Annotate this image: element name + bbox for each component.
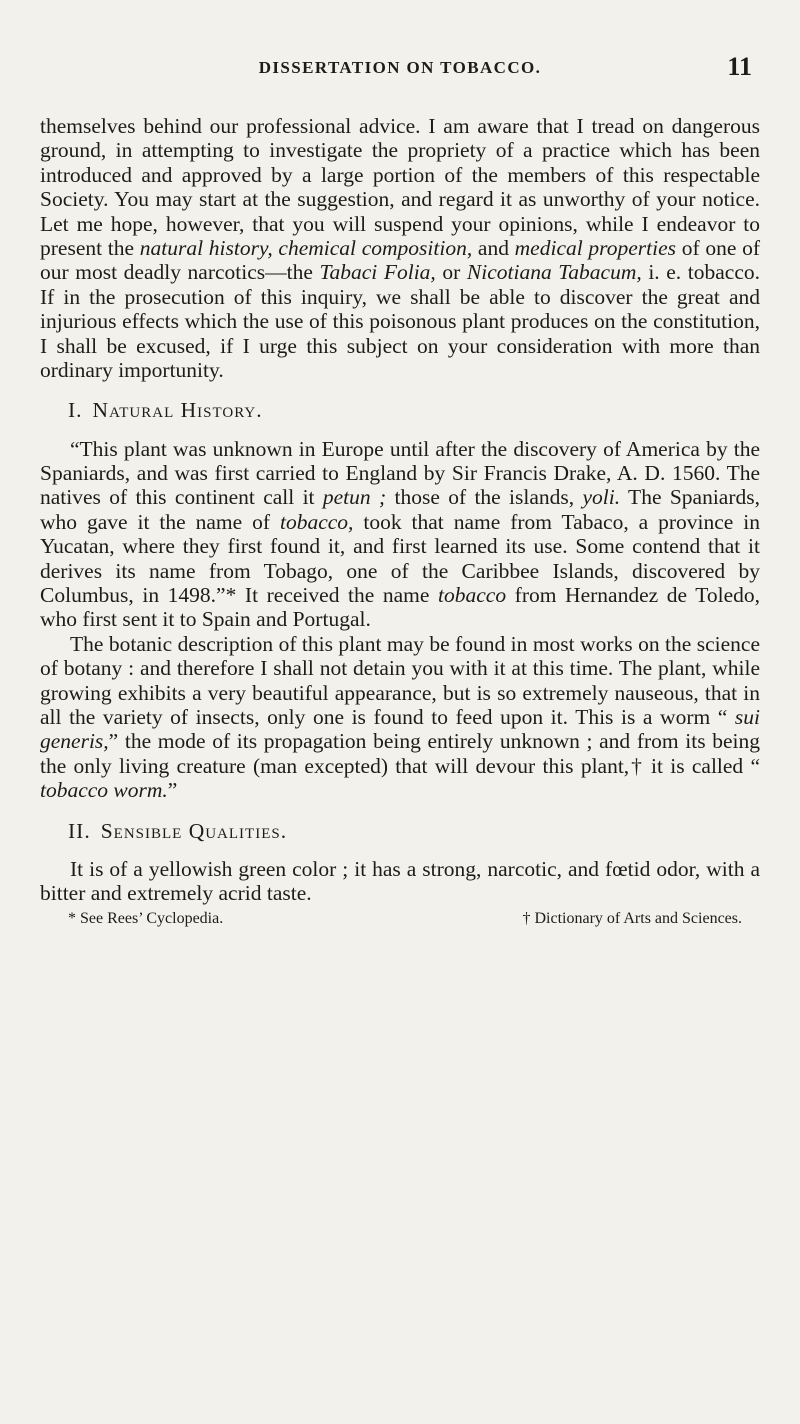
body-text — [40, 114, 760, 928]
paragraph-intro-continued: themselves behind our professional advice. I am aware that I tread on dangerous ground, in attempting to investigate the propriety of a practice which has been introduced and approved by a large portion of the members of this respectable Society. You may start at the suggestion, and regard it as unworthy of your notice. Let me hope, however, that you will suspend your opinions, while I endeavor to present the natural history, chemical composition, and medical properties of one of our most deadly narcotics—the Tabaci Folia, or Nicotiana Tabacum, i. e. tobacco. If in the prosecution of this inquiry, we shall be able to discover the great and injurious effects which the use of this poisonous plant produces on the constitution, I shall be excused, if I urge this subject on your consideration with more than ordinary importunity. — [40, 114, 760, 382]
footnote-dictionary: † Dictionary of Arts and Sciences. — [522, 909, 742, 927]
section-heading-sensible-qualities — [68, 819, 760, 843]
running-head — [40, 52, 760, 88]
section-number: II. — [68, 818, 91, 843]
page-number: 11 — [727, 52, 752, 81]
section-title: Sensible Qualities. — [100, 818, 288, 843]
paragraph-natural-history: “This plant was unknown in Europe until after the discovery of America by the Spaniards, and was first carried to England by Sir Francis Drake, A. D. 1560. The natives of this continent call it petun ; those of the islands, yoli. The Spaniards, who gave it the name of tobacco, took that name from Tabaco, a province in Yucatan, where they first found it, and first learned its use. Some contend that it derives its name from Tobago, one of the Caribbee Islands, discovered by Columbus, in 1498.”* It received the name tobacco from Hernandez de Toledo, who first sent it to Spain and Portugal. — [40, 436, 761, 632]
section-number: I. — [68, 398, 83, 423]
section-title: Natural History. — [92, 398, 263, 423]
footnote-rees: * See Rees’ Cyclopedia. — [68, 909, 224, 927]
section-heading-natural-history — [68, 398, 760, 422]
paragraph-botanic-description: The botanic description of this plant may be found in most works on the science of botany : and therefore I shall not detain you with it at this time. The plant, while growing exhibits a very beautiful appearance, but is so extremely nauseous, that in all the variety of insects, only one is found to feed upon it. This is a worm “ sui generis,” the mode of its propagation being entirely unknown ; and from its being the only living creature (man excepted) that will devour this plant,† it is called “ tobacco worm.” — [40, 631, 760, 803]
running-title: DISSERTATION ON TOBACCO. — [258, 58, 542, 77]
footnotes — [68, 910, 742, 928]
paragraph-sensible-qualities: It is of a yellowish green color ; it has a strong, narcotic, and fœtid odor, with a bitter and extremely acrid taste. — [40, 856, 760, 906]
